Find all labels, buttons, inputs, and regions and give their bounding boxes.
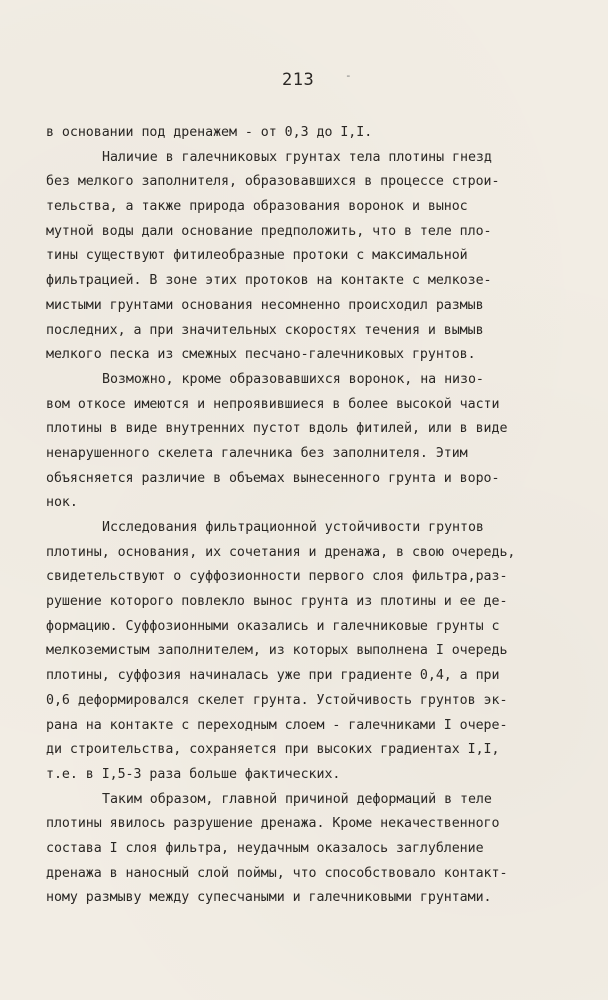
text-line: ненарушенного скелета галечника без заполнителя. Этим [46,445,468,461]
text-line: Возможно, кроме образовавшихся воронок, на низо- [102,371,484,387]
text-line: мелкоземистым заполнителем, из которых выполнена I очередь [46,643,508,659]
text-line: плотины, суффозия начиналась уже при градиенте 0,4, а при [46,668,500,684]
page-mark: - [345,69,352,82]
text-line: плотины в виде внутренних пустот вдоль фитилей, или в виде [46,421,508,437]
text-line: дренажа в наносный слой поймы, что способствовало контакт- [46,865,508,881]
text-line: т.е. в I,5-3 раза больше фактических. [46,766,341,782]
text-line: вом откосе имеются и непроявившиеся в более высокой части [46,396,500,412]
text-line: плотины явилось разрушение дренажа. Кроме некачественного [46,816,500,832]
text-line: Исследования фильтрационной устойчивости грунтов [102,520,484,535]
text-line: Таким образом, главной причиной деформаций в теле [102,791,492,807]
text-line: последних, а при значительных скоростях течения и вымыв [46,322,484,338]
text-line: без мелкого заполнителя, образовавшихся в процессе строи- [46,174,500,190]
text-line: в основании под дренажем - от 0,3 до I,I. [46,125,373,140]
text-line: состава I слоя фильтра, неудачным оказалось заглубление [46,840,484,856]
text-line: объясняется различие в объемах вынесенного грунта и воро- [46,470,500,486]
text-line: рушение которого повлекло вынос грунта из плотины и ее де- [46,594,508,610]
text-line: фильтрацией. В зоне этих протоков на контакте с мелкозе- [46,273,492,289]
text-line: мутной воды дали основание предположить, что в теле пло- [46,223,492,239]
text-line: свидетельствуют о суффозионности первого слоя фильтра,раз- [46,569,508,585]
text-line: ди строительства, сохраняется при высоких градиентах I,I, [46,742,500,758]
text-line: плотины, основания, их сочетания и дренажа, в свою очередь, [46,544,516,560]
text-line: тельства, а также природа образования воронок и вынос [46,199,468,215]
text-line: формацию. Суффозионными оказались и галечниковые грунты с [46,618,500,634]
text-line: мелкого песка из смежных песчано-галечниковых грунтов. [46,347,476,363]
page-number: 213 [282,70,315,90]
text-line: нок. [46,495,78,511]
text-line: мистыми грунтами основания несомненно происходил размыв [46,297,484,313]
text-line: рана на контакте с переходным слоем - галечниками I очере- [46,717,508,733]
text-line: Наличие в галечниковых грунтах тела плотины гнезд [102,149,492,165]
text-line: ному размыву между супесчаными и галечниковыми грунтами. [46,890,492,906]
body-text [46,121,586,911]
text-line: тины существуют фитилеобразные протоки с максимальной [46,248,468,264]
text-line: 0,6 деформировался скелет грунта. Устойчивость грунтов эк- [46,692,508,708]
